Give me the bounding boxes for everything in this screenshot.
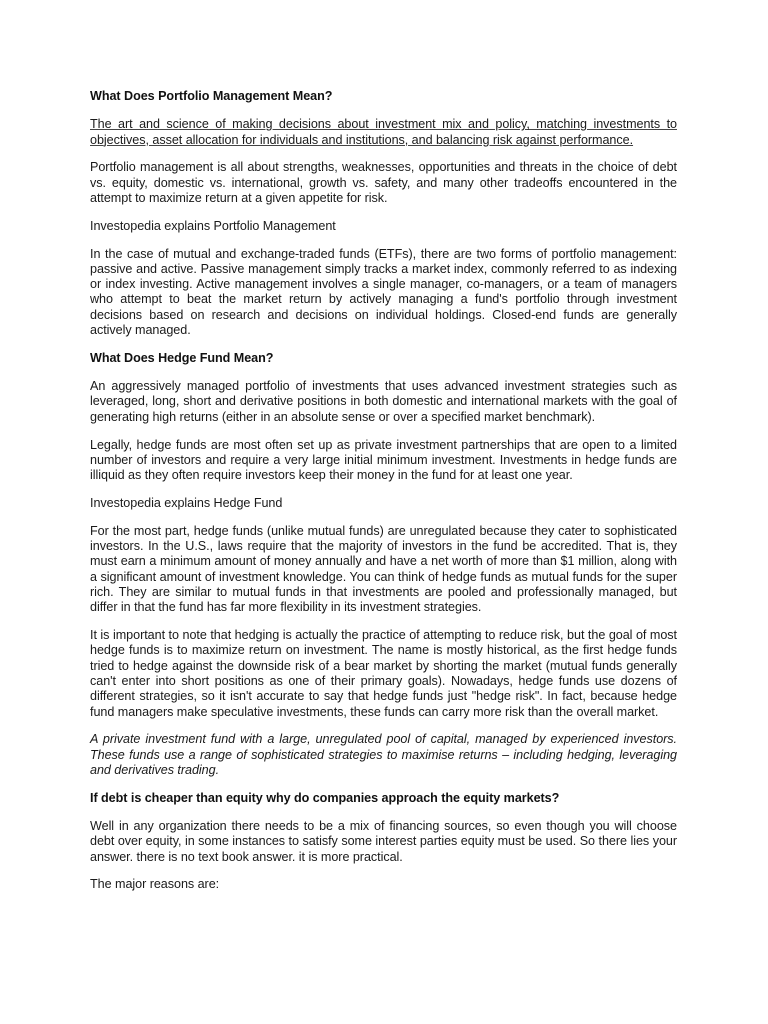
heading-debt-vs-equity: If debt is cheaper than equity why do companies approach the equity markets? xyxy=(90,790,560,805)
paragraph-private-fund-italic: A private investment fund with a large, unregulated pool of capital, managed by experienced investors. These funds use a range of sophisticated strategies to maximise returns – including hedging, leveraging and derivatives trading. xyxy=(90,732,677,777)
paragraph-hedge-fund-definition: An aggressively managed portfolio of investments that uses advanced investment strategies such as leveraged, long, short and derivative positions in both domestic and international markets with the goal of generating high returns (either in an absolute sense or over a specified market benchmark). xyxy=(90,379,677,424)
paragraph-hedge-fund-regulation: For the most part, hedge funds (unlike mutual funds) are unregulated because they cater to sophisticated investors. In the U.S., laws require that the majority of investors in the fund be accredited. That is, they must earn a minimum amount of money annually and have a net worth of more than $1 million, along with a significant amount of investment knowledge. You can think of hedge funds as mutual funds for the super rich. They are similar to mutual funds in that investments are pooled and professionally managed, but differ in that the fund has far more flexibility in its investment strategies. xyxy=(90,523,677,615)
subheading-investopedia-portfolio: Investopedia explains Portfolio Management xyxy=(90,218,336,233)
paragraph-passive-active: In the case of mutual and exchange-traded funds (ETFs), there are two forms of portfolio management: passive and active. Passive management simply tracks a market index, commonly referred to as indexing or index investing. Active management involves a single manager, co-managers, or a team of managers who attempt to beat the market return by actively managing a fund's portfolio through investment decisions based on research and decisions on individual holdings. Closed-end funds are generally actively managed. xyxy=(90,246,677,338)
paragraph-major-reasons: The major reasons are: xyxy=(90,877,220,892)
heading-portfolio-management: What Does Portfolio Management Mean? xyxy=(90,89,333,103)
paragraph-hedging-note: It is important to note that hedging is actually the practice of attempting to reduce risk, but the goal of most hedge funds is to maximize return on investment. The name is mostly historical, as the first hedge funds tried to hedge against the downside risk of a bear market by shorting the market (mutual funds generally can't enter into short positions as one of their primary goals). Nowadays, hedge funds use dozens of different strategies, so it isn't accurate to say that hedge funds just "hedge risk". In fact, because hedge fund managers make speculative investments, these funds can carry more risk than the overall market. xyxy=(90,628,677,719)
subheading-investopedia-hedge: Investopedia explains Hedge Fund xyxy=(90,495,283,510)
paragraph-financing-mix: Well in any organization there needs to be a mix of financing sources, so even though you will choose debt over equity, in some instances to satisfy some interest parties equity must be used. So there lies your answer. there is no text book answer. it is more practical. xyxy=(90,818,677,864)
definition-portfolio-management: The art and science of making decisions about investment mix and policy, matching investments to objectives, asset allocation for individuals and institutions, and balancing risk against performance. xyxy=(90,117,677,147)
document-page xyxy=(90,89,677,905)
heading-hedge-fund: What Does Hedge Fund Mean? xyxy=(90,350,274,365)
paragraph-hedge-fund-legal: Legally, hedge funds are most often set up as private investment partnerships that are open to a limited number of investors and require a very large initial minimum investment. Investments in hedge funds are illiquid as they often require investors keep their money in the fund for at least one year. xyxy=(90,437,677,483)
paragraph-portfolio-overview: Portfolio management is all about strengths, weaknesses, opportunities and threats in the choice of debt vs. equity, domestic vs. international, growth vs. safety, and many other tradeoffs encountered in the attempt to maximize return at a given appetite for risk. xyxy=(90,160,677,205)
